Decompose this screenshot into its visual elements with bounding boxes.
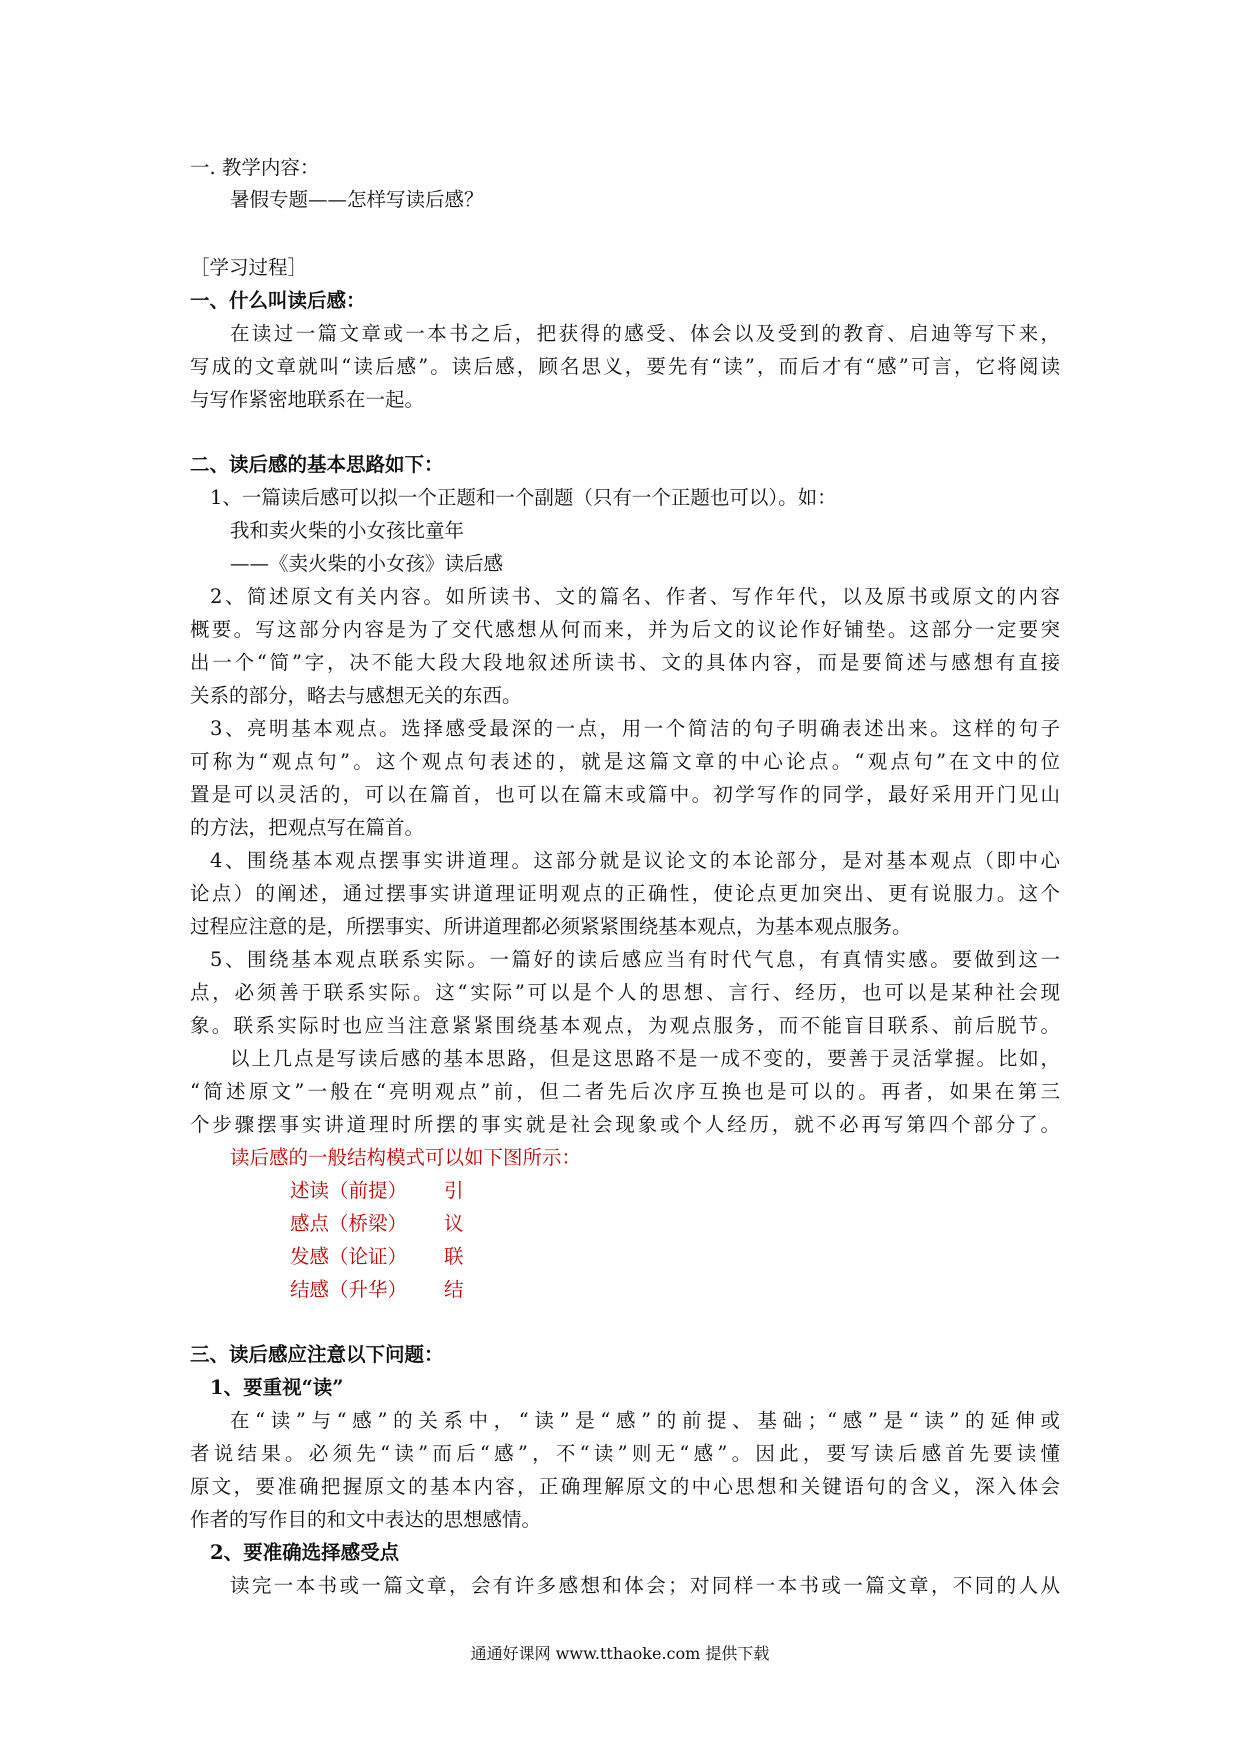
sub1-line: 作者的写作目的和文中表达的思想感情。 (190, 1508, 542, 1531)
sub1-line: 原文，要准确把握原文的基本内容，正确理解原文的中心思想和关键语句的含义，深入体会 (190, 1475, 1060, 1498)
item3-line: 3、亮明基本观点。选择感受最深的一点，用一个简洁的句子明确表述出来。这样的句子 (210, 717, 1060, 740)
structure-step: 述读（前提） (290, 1179, 408, 1202)
item3-line: 置是可以灵活的，可以在篇首，也可以在篇末或篇中。初学写作的同学，最好采用开门见山 (190, 783, 1060, 806)
item4-line: 论点）的阐述，通过摆事实讲道理证明观点的正确性，使论点更加突出、更有说服力。这个 (190, 882, 1060, 905)
part1-heading: 一、什么叫读后感： (190, 289, 366, 312)
summary-line: 个步骤摆事实讲道理时所摆的事实就是社会现象或个人经历，就不必再写第四个部分了。 (190, 1113, 1060, 1136)
part3-sub2: 2、要准确选择感受点 (210, 1541, 400, 1564)
sub1-line: 者说结果。必须先“读”而后“感”，不“读”则无“感”。因此，要写读后感首先要读懂 (190, 1442, 1060, 1465)
item2-line: 2、简述原文有关内容。如所读书、文的篇名、作者、写作年代，以及原书或原文的内容 (210, 585, 1060, 608)
item5-line: 点，必须善于联系实际。这“实际”可以是个人的思想、言行、经历，也可以是某种社会现 (190, 981, 1060, 1004)
structure-step: 结感（升华） (290, 1278, 408, 1301)
section-label: 一. 教学内容： (190, 156, 320, 179)
item2-line: 出一个“简”字，决不能大段大段地叙述所读书、文的具体内容，而是要简述与感想有直接 (190, 651, 1060, 674)
sub2-line: 读完一本书或一篇文章，会有许多感想和体会；对同样一本书或一篇文章，不同的人从 (230, 1574, 1060, 1597)
structure-step: 感点（桥梁） (290, 1212, 408, 1235)
item4-line: 过程应注意的是，所摆事实、所讲道理都必须紧紧围绕基本观点，为基本观点服务。 (190, 915, 912, 938)
part2-heading: 二、读后感的基本思路如下： (190, 453, 444, 476)
structure-key: 引 (444, 1179, 464, 1202)
structure-intro: 读后感的一般结构模式可以如下图所示： (230, 1146, 582, 1169)
process-label: ［学习过程］ (190, 256, 308, 279)
item5-line: 象。联系实际时也应当注意紧紧围绕基本观点，为观点服务，而不能盲目联系、前后脱节。 (190, 1014, 1060, 1037)
item3-line: 的方法，把观点写在篇首。 (190, 816, 425, 839)
part1-line: 与写作紧密地联系在一起。 (190, 388, 425, 411)
example-title: 我和卖火柴的小女孩比童年 (230, 519, 465, 542)
item2-line: 概要。写这部分内容是为了交代感想从何而来，并为后文的议论作好铺垫。这部分一定要突 (190, 618, 1060, 641)
structure-key: 议 (444, 1212, 464, 1235)
item1-line: 1、一篇读后感可以拟一个正题和一个副题（只有一个正题也可以）。如： (210, 486, 837, 509)
page-footer: 通通好课网 www.tthaoke.com 提供下载 (470, 1644, 770, 1663)
structure-step: 发感（论证） (290, 1245, 408, 1268)
part1-line: 写成的文章就叫“读后感”。读后感，顾名思义，要先有“读”，而后才有“感”可言，它将阅读 (190, 355, 1060, 378)
structure-key: 联 (444, 1245, 464, 1268)
item3-line: 可称为“观点句”。这个观点句表述的，就是这篇文章的中心论点。“观点句”在文中的位 (190, 750, 1060, 773)
item5-line: 5、围绕基本观点联系实际。一篇好的读后感应当有时代气息，有真情实感。要做到这一 (210, 948, 1060, 971)
part3-heading: 三、读后感应注意以下问题： (190, 1343, 444, 1366)
summary-line: “简述原文”一般在“亮明观点”前，但二者先后次序互换也是可以的。再者，如果在第三 (190, 1080, 1060, 1103)
item2-line: 关系的部分，略去与感想无关的东西。 (190, 684, 522, 707)
topic-title: 暑假专题——怎样写读后感？ (230, 188, 484, 211)
structure-key: 结 (444, 1278, 464, 1301)
part1-line: 在读过一篇文章或一本书之后，把获得的感受、体会以及受到的教育、启迪等写下来， (230, 322, 1060, 345)
example-subtitle: ——《卖火柴的小女孩》读后感 (230, 552, 504, 575)
item4-line: 4、围绕基本观点摆事实讲道理。这部分就是议论文的本论部分，是对基本观点（即中心 (210, 849, 1060, 872)
summary-line: 以上几点是写读后感的基本思路，但是这思路不是一成不变的，要善于灵活掌握。比如， (230, 1047, 1060, 1070)
sub1-line: 在“读”与“感”的关系中，“读”是“感”的前提、基础；“感”是“读”的延伸或 (230, 1409, 1060, 1432)
part3-sub1: 1、要重视“读” (210, 1376, 344, 1399)
